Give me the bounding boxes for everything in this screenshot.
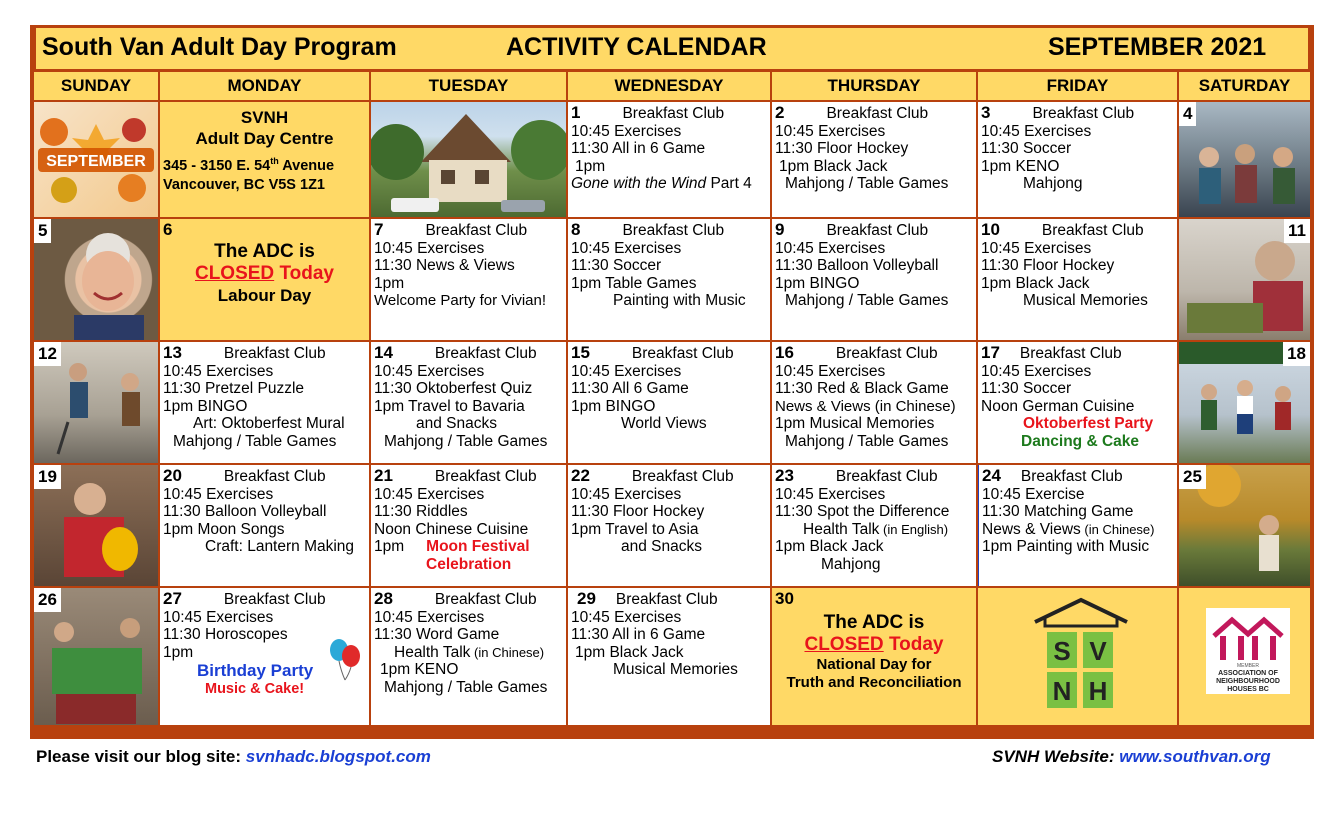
website-link[interactable]: www.southvan.org xyxy=(1119,747,1271,766)
svg-text:NEIGHBOURHOOD: NEIGHBOURHOOD xyxy=(1216,678,1280,685)
smiling-woman-photo xyxy=(34,219,158,340)
day-cell-14: 14 Breakfast Club 10:45 Exercises 11:30 Oktoberfest Quiz 1pm Travel to Bavaria and Snacks Mahjong / Table Games xyxy=(371,342,566,463)
day-cell-22: 22 Breakfast Club 10:45 Exercises 11:30 Floor Hockey 1pm Travel to Asia and Snacks xyxy=(568,465,770,586)
day-header-sunday: SUNDAY xyxy=(34,72,158,100)
day-cell-5: 5 xyxy=(34,219,158,340)
anh-logo-icon xyxy=(1182,590,1310,725)
day-cell-23: 23 Breakfast Club 10:45 Exercises 11:30 Spot the Difference Health Talk (in English) 1pm Black Jack Mahjong xyxy=(772,465,976,586)
svg-text:MEMBER: MEMBER xyxy=(1237,663,1259,669)
day-cell-20: 20 Breakfast Club 10:45 Exercises 11:30 Balloon Volleyball 1pm Moon Songs Craft: Lantern Making xyxy=(160,465,369,586)
address-line1: SVNH xyxy=(240,108,289,127)
closed-title: The ADC is xyxy=(214,241,315,262)
closed-reason: Labour Day xyxy=(217,286,312,305)
address-line2: Adult Day Centre xyxy=(195,129,334,148)
day-cell-18: 18 xyxy=(1179,342,1310,463)
svg-text:H: H xyxy=(1088,676,1108,706)
day-cell-2: 2 Breakfast Club 10:45 Exercises 11:30 Floor Hockey 1pm Black Jack Mahjong / Table Games xyxy=(772,102,976,217)
september-leaves-image xyxy=(34,102,158,217)
svnh-logo-icon xyxy=(981,590,1177,725)
birthday-party-label: Birthday Party xyxy=(197,661,314,680)
org-name: South Van Adult Day Program xyxy=(42,33,397,61)
day-cell-16: 16 Breakfast Club 10:45 Exercises 11:30 Red & Black Game News & Views (in Chinese) 1pm Musical Memories Mahjong / Table Games xyxy=(772,342,976,463)
calendar-header xyxy=(36,28,1308,69)
day-header-tuesday: TUESDAY xyxy=(371,72,566,100)
svg-text:S: S xyxy=(1053,636,1071,666)
day-cell-1: 1 Breakfast Club 10:45 Exercises 11:30 All in 6 Game 1pm Gone with the Wind Part 4 xyxy=(568,102,770,217)
day-cell-30-closed: 30 The ADC is CLOSED Today National Day for Truth and Reconciliation xyxy=(772,588,976,725)
dancing-cake-label: Dancing & Cake xyxy=(1021,432,1140,450)
blog-footer: Please visit our blog site: svnhadc.blogspot.com xyxy=(36,747,431,766)
day-cell-8: 8 Breakfast Club 10:45 Exercises 11:30 Soccer 1pm Table Games Painting with Music xyxy=(568,219,770,340)
building-icon xyxy=(371,102,566,217)
day-cell-7: 7 Breakfast Club 10:45 Exercises 11:30 News & Views 1pm Welcome Party for Vivian! xyxy=(371,219,566,340)
day-cell-4: 4 xyxy=(1179,102,1310,217)
address-line3: 345 - 3150 E. 54th Avenue xyxy=(163,156,335,174)
day-cell-27: 27 Breakfast Club 10:45 Exercises 11:30 Horoscopes 1pm Birthday Party Music & Cake! xyxy=(160,588,369,725)
day-cell-12: 12 xyxy=(34,342,158,463)
day-cell-28: 28 Breakfast Club 10:45 Exercises 11:30 Word Game Health Talk (in Chinese) 1pm KENO Mahjong / Table Games xyxy=(371,588,566,725)
day-cell-13: 13 Breakfast Club 10:45 Exercises 11:30 Pretzel Puzzle 1pm BINGO Art: Oktoberfest Mural Mahjong / Table Games xyxy=(160,342,369,463)
day-cell-29: 29 Breakfast Club 10:45 Exercises 11:30 All in 6 Game 1pm Black Jack Musical Memories xyxy=(568,588,770,725)
svg-text:N: N xyxy=(1052,676,1072,706)
day-cell-21: 21 Breakfast Club 10:45 Exercises 11:30 Riddles Noon Chinese Cuisine 1pm Moon Festival Celebration xyxy=(371,465,566,586)
calendar-grid xyxy=(34,72,1310,727)
svg-text:V: V xyxy=(1089,636,1107,666)
day-cell-24: 24 Breakfast Club 10:45 Exercise 11:30 Matching Game News & Views (in Chinese) 1pm Painting with Music xyxy=(978,465,1177,586)
moon-festival-label: Moon Festival xyxy=(426,538,530,555)
building-photo xyxy=(371,102,566,217)
day-cell-19: 19 xyxy=(34,465,158,586)
day-cell-6-closed: 6 The ADC is CLOSED Today Labour Day xyxy=(160,219,369,340)
oktoberfest-party-label: Oktoberfest Party xyxy=(1023,415,1154,432)
day-cell-10: 10 Breakfast Club 10:45 Exercises 11:30 Floor Hockey 1pm Black Jack Musical Memories xyxy=(978,219,1177,340)
address-line4: Vancouver, BC V5S 1Z1 xyxy=(163,176,325,193)
day-cell-26: 26 xyxy=(34,588,158,725)
svg-text:ASSOCIATION OF: ASSOCIATION OF xyxy=(1218,670,1278,677)
day-header-friday: FRIDAY xyxy=(978,72,1177,100)
autumn-leaves-icon xyxy=(34,102,158,217)
website-footer: SVNH Website: www.southvan.org xyxy=(992,747,1271,766)
day-header-monday: MONDAY xyxy=(160,72,369,100)
balloons-icon xyxy=(327,636,363,682)
blog-link[interactable]: svnhadc.blogspot.com xyxy=(245,747,431,766)
calendar-title: ACTIVITY CALENDAR xyxy=(506,33,767,61)
day-header-wednesday: WEDNESDAY xyxy=(568,72,770,100)
day-cell-3: 3 Breakfast Club 10:45 Exercises 11:30 Soccer 1pm KENO Mahjong xyxy=(978,102,1177,217)
day-cell-11: 11 xyxy=(1179,219,1310,340)
day-cell-17: 17 Breakfast Club 10:45 Exercises 11:30 Soccer Noon German Cuisine Oktoberfest Party Dancing & Cake xyxy=(978,342,1177,463)
closed-word: CLOSED xyxy=(194,263,275,284)
day-cell-15: 15 Breakfast Club 10:45 Exercises 11:30 All 6 Game 1pm BINGO World Views xyxy=(568,342,770,463)
day-header-saturday: SATURDAY xyxy=(1179,72,1310,100)
svnh-logo-cell xyxy=(978,588,1177,725)
address-cell xyxy=(160,102,369,217)
anh-logo-cell xyxy=(1179,588,1310,725)
svg-text:HOUSES BC: HOUSES BC xyxy=(1227,686,1269,693)
day-cell-25: 25 xyxy=(1179,465,1310,586)
calendar-month: SEPTEMBER 2021 xyxy=(1048,33,1267,61)
day-cell-9: 9 Breakfast Club 10:45 Exercises 11:30 Balloon Volleyball 1pm BINGO Mahjong / Table Games xyxy=(772,219,976,340)
september-badge-text: SEPTEMBER xyxy=(46,153,146,170)
music-cake-label: Music & Cake! xyxy=(205,681,305,697)
day-header-thursday: THURSDAY xyxy=(772,72,976,100)
seniors-seated-photo xyxy=(1179,102,1310,217)
